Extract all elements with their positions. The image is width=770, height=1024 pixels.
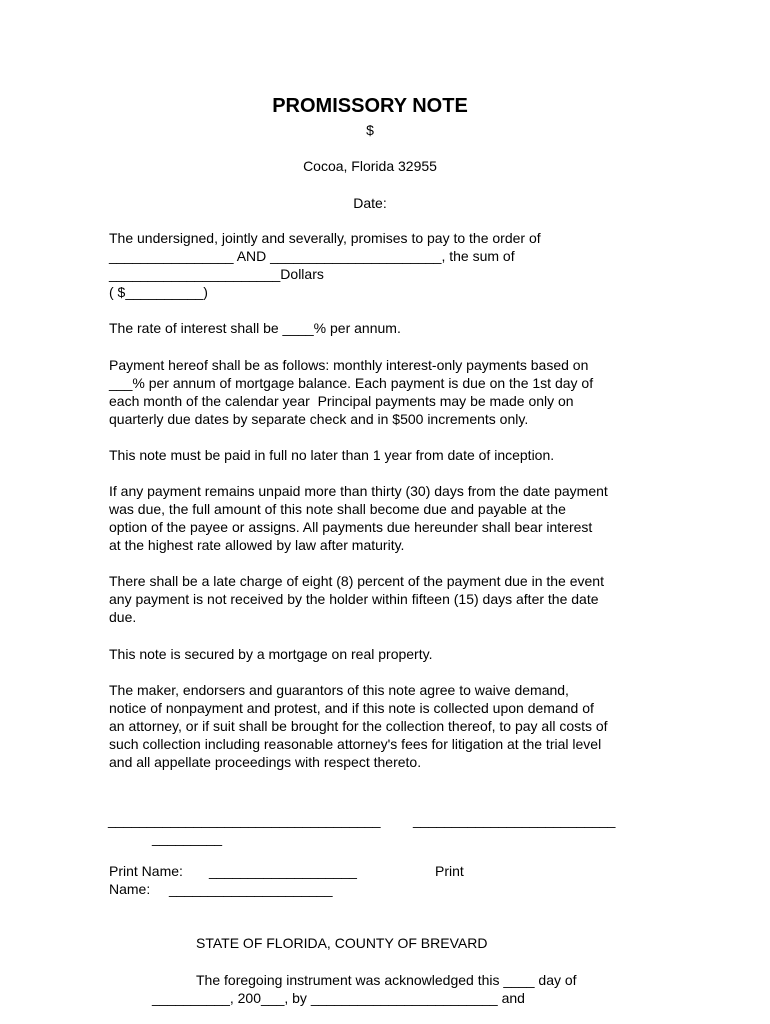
paragraph-default: [109, 482, 649, 554]
paragraph-line: due.: [109, 609, 137, 625]
paragraph-line: This note must be paid in full no later than 1 year from date of inception.: [109, 447, 555, 463]
paragraph-line: ________________ AND ______________________, the sum of: [109, 248, 515, 264]
paragraph-line: was due, the full amount of this note shall become due and payable at the: [109, 501, 566, 517]
paragraph-line: The maker, endorsers and guarantors of this note agree to waive demand,: [109, 682, 569, 698]
print-name-label: Print Name:: [109, 863, 183, 879]
paragraph-line: If any payment remains unpaid more than thirty (30) days from the date payment: [109, 483, 608, 499]
paragraph-line: The undersigned, jointly and severally, promises to pay to the order of: [109, 230, 541, 246]
signature-line-right: __________________________: [413, 812, 616, 828]
paragraph-interest-rate: [109, 319, 649, 337]
paragraph-line: and all appellate proceedings with respect thereto.: [109, 754, 422, 770]
name-blank: _____________________: [169, 881, 333, 897]
paragraph-line: each month of the calendar year Principal payments may be made only on: [109, 393, 574, 409]
paragraph-payee: [109, 229, 649, 301]
paragraph-late-charge: [109, 572, 649, 626]
paragraph-line: any payment is not received by the holder within fifteen (15) days after the date: [109, 591, 599, 607]
paragraph-line: quarterly due dates by separate check and in $500 increments only.: [109, 411, 529, 427]
notary-line-1: The foregoing instrument was acknowledged this ____ day of: [196, 972, 577, 988]
paragraph-line: notice of nonpayment and protest, and if this note is collected upon demand of: [109, 700, 594, 716]
print-name-blank: ___________________: [209, 863, 357, 879]
document-title: PROMISSORY NOTE: [272, 95, 468, 117]
paragraph-line: an attorney, or if suit shall be brought for the collection thereof, to pay all costs of: [109, 718, 608, 734]
paragraph-line: such collection including reasonable attorney's fees for litigation at the trial level: [109, 736, 602, 752]
signature-line-left: ___________________________________: [108, 812, 381, 828]
print-label-right: Print: [435, 863, 464, 879]
paragraph-line: Payment hereof shall be as follows: monthly interest-only payments based on: [109, 357, 589, 373]
paragraph-waiver: [109, 681, 649, 771]
paragraph-line: There shall be a late charge of eight (8) percent of the payment due in the event: [109, 573, 604, 589]
notary-line-2: __________, 200___, by ________________________ and: [152, 990, 525, 1006]
notary-heading: STATE OF FLORIDA, COUNTY OF BREVARD: [196, 935, 488, 951]
paragraph-line: The rate of interest shall be ____% per annum.: [109, 320, 401, 336]
name-label: Name:: [109, 881, 151, 897]
location-line: Cocoa, Florida 32955: [303, 158, 437, 174]
paragraph-line: at the highest rate allowed by law after maturity.: [109, 537, 405, 553]
paragraph-line: This note is secured by a mortgage on real property.: [109, 646, 433, 662]
date-label: Date:: [353, 195, 387, 211]
paragraph-line: ______________________Dollars: [109, 266, 324, 282]
paragraph-payment-terms: [109, 356, 649, 428]
paragraph-line: option of the payee or assigns. All payments due hereunder shall bear interest: [109, 519, 593, 535]
signature-line-short: _________: [152, 830, 223, 846]
paragraph-line: ( $__________): [109, 284, 208, 300]
paragraph-maturity: [109, 446, 649, 464]
paragraph-line: ___% per annum of mortgage balance. Each payment is due on the 1st day of: [109, 375, 594, 391]
paragraph-security: [109, 645, 649, 663]
amount-symbol: $: [366, 122, 374, 138]
